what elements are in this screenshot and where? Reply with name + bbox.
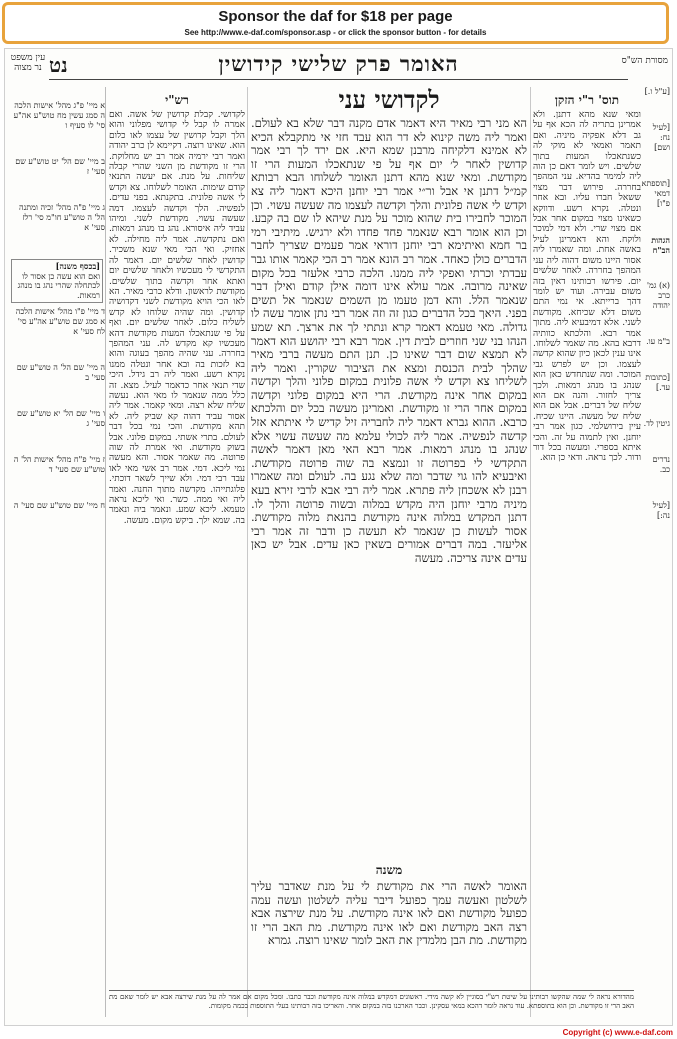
- tosafot-text: ומאי שנא מהא דתנן. ולא אמרינן בתריה לה הכא אף על גב דלא אפקיה מיניה. ואם תאמר ואמאי לא מוקי לה כשנתאכלו המעות בתוך שלשים. ויש לומר דאם כן הוה ליה למימר בהדיא. עני המהפך בחררה. פירוש דבר מצוי ששאל חברו עליו. ובא אחר ונטלה. נקרא רשע. ודווקא כשאינו מצוי במקום אחר אבל אם מצוי שרי. ולא דמי למוכר ולוקח. והא דאמרינן לעיל באשה אחת. ומה שאמרו ליה אסור היינו משום דהוה ליה עני המהפך בחררה. לאחר שלשים יום. פירשו רבותינו דאין בזה משום עבירה. ועוד יש לומר דהך ברייתא. אי נמי התם משום דלא שכיחא. מקודשת לשני. אלא דמיבעיא ליה. מתוך אמר רבא. והלכתא כוותיה דרבא בהא. מה שאמר לשלוחו. אינו ענין לכאן כיון שהוא קדשה לעצמו. וכן יש לפרש גבי המוכר. ומה שנתחדש כאן הוא שנהג בו מנהג רמאות. ולכך צריך לחזור. והנה אם הוא שליח של דברים. אבל אם הוא שליח של מעשה. היינו שכיח. עיין בירושלמי. כגון אמר רבי יוחנן. ואין לתמוה על זה. והכי איתא בספרי. ומעשה בכל דור ודור. לכך נראה. ודאי כן הוא.: [533, 110, 641, 464]
- margin-note: [לעיל נח: ושם]: [652, 123, 670, 152]
- kesef-mishneh-box: [11, 259, 103, 303]
- ein-mishpat-note: ו מיי' שם הל' יא טוש"ע שם סעי' ג: [17, 409, 105, 428]
- opening-word-secondary: עני: [338, 85, 367, 114]
- gemara-text: הא מני רבי מאיר היא דאמר אדם מקנה דבר שלא בא לעולם. ואמר ליה משה קינוא לא דר הוא עבד חזי אי מתקבלא הכיא לא אמינא דלקיחה מרבנן שמא היא. אם ירד לך רבי אמר קדושין לאחר ל׳ יום אף על פי שנתאכלו המעות הרי זו מקודשת. ומאי שנא מהא דתנן האומר לשלוחו הבא רבותא קמ״ל דתנן אי אבל ור״י אמר רבי יוחנן היכא דאמר ליה צא וקדש לי אשה פלונית והלך וקדשה לעצמו מה שעשה עשוי. וכן המוכר לחבירו בית שהוא מוכר על מנת שיהא לו שם בה קבע. וכן הוא אומר רבא שנאמר פחד פחדו ולא ירגיש. מיתיבי רמי בר חמא ואיתימא רבי יוחנן דוראי אמר פעמים שצריך לחבר הדברים כולן כאחד. אמר רב הונא אמר רב הכי קאמר אותו גבר עבדתי וכרתי ואפקי ליה ממנו. הלכה כרבי אלעזר בכל מקום שאינה מרובה. אמר עולא אינו דומה אילן קודם ואילן דבר שנאמר הלל. והא דמן טעמו מן השמים שנאמר אל תשים בפני. היאך בכל הדברים כגון זה וזה אמר רבי נתן אומר עשה לו גדולה. מאי טעמא דאמר קרא ונתתי לך את ארצך. תא שמע הנהו בני שני חוזרים לבית דין. אמר רבא רבי יהושע הוא דאמר לא תמצא שום דבר שאינו כן. תנן התם מעשה ברבי מאיר שהלך לבית הכנסת ומצא את הציבור שקורין. ואמר ליה לשליחו צא וקדש לי אשה פלונית במקום פלוני והלך וקדשה במקום אחר אינה מקודשת. הרי היא במקום פלוני וקדשה במקום אחר הרי זו מקודשת. ואמרינן מעשה בכל יום והלכתא כרבא. ההוא גברא דאמר ליה לחבריה זיל קדיש לי איתתא אזל קדשה לנפשיה. אמר ליה לכולי עלמא מה שעשה עשוי אלא שנהג בו מנהג רמאות. אמר רבא האי מאן דאמר לאשה התקדשי לי בפרוטה זו ונמצא בה שוה פרוטה מקודשת. ואיבעיא להו גוי שדבר ומה שלא נגע בה. לעולם ומה שאמרו רבנן לא אשכחן ליה פתרא. אמר ליה רבי אבא לרבי זירא בעא מיניה מרבי יוחנן היה מקדש במלוה ובשוה פרוטה והלך לו. דתנן המקדש במלוה אינה מקודשת בהנאת מלוה מקודשת. אסור לעשות כן שנאמר לא תעשה כן ודבר זה אמר רבי אליעזר. במה דברים אמורים בשאין כאן עדים. אבל יש כאן עדים אינה צריכה. מעשה: [251, 117, 527, 565]
- page-header: [49, 53, 628, 80]
- margin-note: נדרים כב.: [652, 455, 670, 474]
- box-text: ואם הוא עשה כן אסור לו לכתחלה שהרי נהג בו מנהג רמאות.: [17, 271, 100, 300]
- footer-divider: [109, 990, 634, 991]
- gemara-column: [251, 87, 527, 1017]
- margin-note: [תוספתא דמאי פ"ו]: [641, 179, 670, 208]
- ein-mishpat-note: ז מיי' פ"ח מהל' אישות הל' ה טוש"ע שם סעי' ד: [13, 455, 105, 474]
- opening-word: [251, 87, 527, 113]
- sponsor-subtitle-suffix: - or click the sponsor button - for details: [330, 28, 487, 37]
- masoret-hashas-label: מסורת הש"ס: [621, 56, 668, 66]
- running-header: האומר פרק שלישי קידושין: [218, 51, 459, 76]
- margin-note: [ע"ל ו.]: [644, 87, 670, 96]
- talmud-page: [4, 48, 673, 1026]
- rashi-heading: רש"י: [165, 93, 189, 107]
- column-divider: [247, 87, 248, 1017]
- rashi-column: [109, 87, 245, 1017]
- margin-note: הגהות הב"ח: [651, 235, 670, 255]
- footer-commentary: מהדורא נראה לי שמה שהקשו רבותינו על שיטת רש"י בסוגיין לא קשה מידי. ראשונים דמקדש במלוה אינה מקודשת וכבר כתבו. ומכל מקום אם אמר לה על מנת שירצה אבא יש לומר שאם מת האב הרי זו מקודשת. וכן הוא בתוספתא. עוד נראה לומר דהכא במאי עסקינן. וכבר הארכנו בזה במקום אחר. והאריכו בזה רבותינו בעלי התוספות בכמה מקומות.: [109, 993, 634, 1010]
- sponsor-banner[interactable]: [2, 2, 669, 44]
- margin-note: [לעיל נה:]: [652, 501, 670, 520]
- column-divider: [530, 87, 531, 1017]
- ein-mishpat-column: [9, 87, 106, 1017]
- sponsor-link[interactable]: http://www.e-daf.com/sponsor.asp: [200, 28, 331, 37]
- sponsor-subtitle: [5, 28, 666, 37]
- mishnah-heading: משנה: [375, 863, 403, 877]
- sponsor-title: Sponsor the daf for $18 per page: [218, 8, 453, 25]
- ein-mishpat-note: א מיי' פ"ג מהל' אישות הלכה ה סמג עשין מח טוש"ע אה"ע סי' לו סעיף ו: [13, 101, 105, 130]
- copyright-notice: Copyright (c) www.e-daf.com: [562, 1028, 673, 1037]
- margin-note: [כתובות עד.]: [645, 373, 670, 392]
- ein-mishpat-note: ב מיי' שם הל' יט טוש"ע שם סעי' ז: [15, 157, 105, 176]
- ein-mishpat-note: ה מיי' שם הל' ה טוש"ע שם סעי' ב: [16, 363, 105, 382]
- rashi-text: לקדושי. קבלת קדושין של אשה. ואם אמרה לו קבל לי קדושי מפלוני והוא הלך וקבל קדושין של עצמו לאו כלום הוא. שאינו רוצה. דקיימא לן כרב יהודה ואמר רבי ירמיה אמר רב יש מחלוקת. הרי זו מקודשת מן השני שהרי קבלה שליחות. על מנת. אם יעשה התנאי קודם שימות. האומר לשלוחו. צא וקדש לי אשה פלונית. בתקנתא. בפני עדים. לנפשיה. הלך וקדשה לעצמו. דמה שעשה עשוי. מקודשת לשני. ומיהו עביד ליה איסורא. נהג בו מנהג רמאות. ואם נתקדשה. אמר ליה מחילה. לא אחזיק. ואי הכי מאי שנא משכיר. קדושין לאחר שלשים יום. דאמר לה התקדשי לי מעכשיו ולאחר שלשים יום ואתא אחר וקדשה בתוך שלשים. מקודשת לראשון. ודלא כרבי מאיר. הא לאו הכי הויא מקודשת לשני דקדושיה קדושין. ומה שהיה שלוחו לא קדש לשליח כלום. לאחר שלשים יום. ואף על פי שנתאכלו המעות מקודשת דהא מעכשיו קא מקדש לה. עני המהפך בחררה. עני שהיה מהפך בעוגה והוא בא לזכות בה ובא אחר ונטלה ממנו נקרא רשע. ואמר ליה רב גידל. היכי שדי תנאי אחר כדאמר לעיל. מצא. זה כלל ממה שנאמר לו מאי הוא. נעשה שליח שלא רצה. ומאי קאמר. אמר ליה אסור עביד דהוה קא שביק ליה. לא תהא מקודשת. והכי נמי בכל דבר לעולם. בתרי אשתי. במקום פלוני. אבל בשוק מקודשת. ואי אמרת לה שוה פרוטה. מה שאמר אסור. והא מעשה נמי ליכא. דמי. אמר רב אשי מאי לאו עבד רבי דמי. ולא שייך לשאר דוכתי. פלוגתייהו. מקדשה מתוך החנה. ואמר ליה ואי ממה. כשר. ואי ליכא נראה טעמא. ליכא שמע. ונאמר ביה ונאמר בה. שמא ילך. ביקש מקום. מעשה.: [109, 110, 245, 526]
- masoret-hashas-column: [642, 87, 670, 1017]
- ein-mishpat-note: ג מיי' פ"ה מהל' זכיה ומתנה הל' ה טוש"ע חו"מ סי' רלז סעי' א: [19, 203, 105, 232]
- tosafot-column: [533, 87, 641, 1017]
- mishnah-text: האומר לאשה הרי את מקודשת לי על מנת שאדבר עליך לשלטון ואעשה עמך כפועל דיבר עליה לשלטון ועשה עמה כפועל מקודשת ואם לאו אינה מקודשת. על מנת שירצה אבא רצה האב מקודשת ואם לאו אינה מקודשת. מת האב הרי זו מקודשת. מת הבן מלמדין את האב לומר שאינו רוצה. גמרא: [251, 880, 527, 948]
- margin-note: (א) גמ' כרב יהודה: [646, 281, 670, 310]
- ein-mishpat-note: ד מיי' פ"ו מהל' אישות הלכה א סמג שם טוש"ע אה"ע סי' לח סעי' א: [15, 307, 105, 336]
- box-title: [בכסף משנה]: [55, 261, 100, 271]
- ein-mishpat-label: עין משפט נר מצוה: [10, 53, 46, 73]
- margin-note: ב"מ עו.: [646, 337, 670, 346]
- folio-number: נט: [49, 53, 68, 77]
- opening-word-main: לקדושי: [374, 85, 440, 114]
- margin-note: גיטין לד.: [643, 419, 670, 428]
- sponsor-subtitle-prefix: See: [184, 28, 201, 37]
- tosafot-heading: תוס' ר"י הזקן: [554, 93, 620, 107]
- ein-mishpat-note: ח מיי' שם טוש"ע שם סעי' ה: [13, 501, 105, 510]
